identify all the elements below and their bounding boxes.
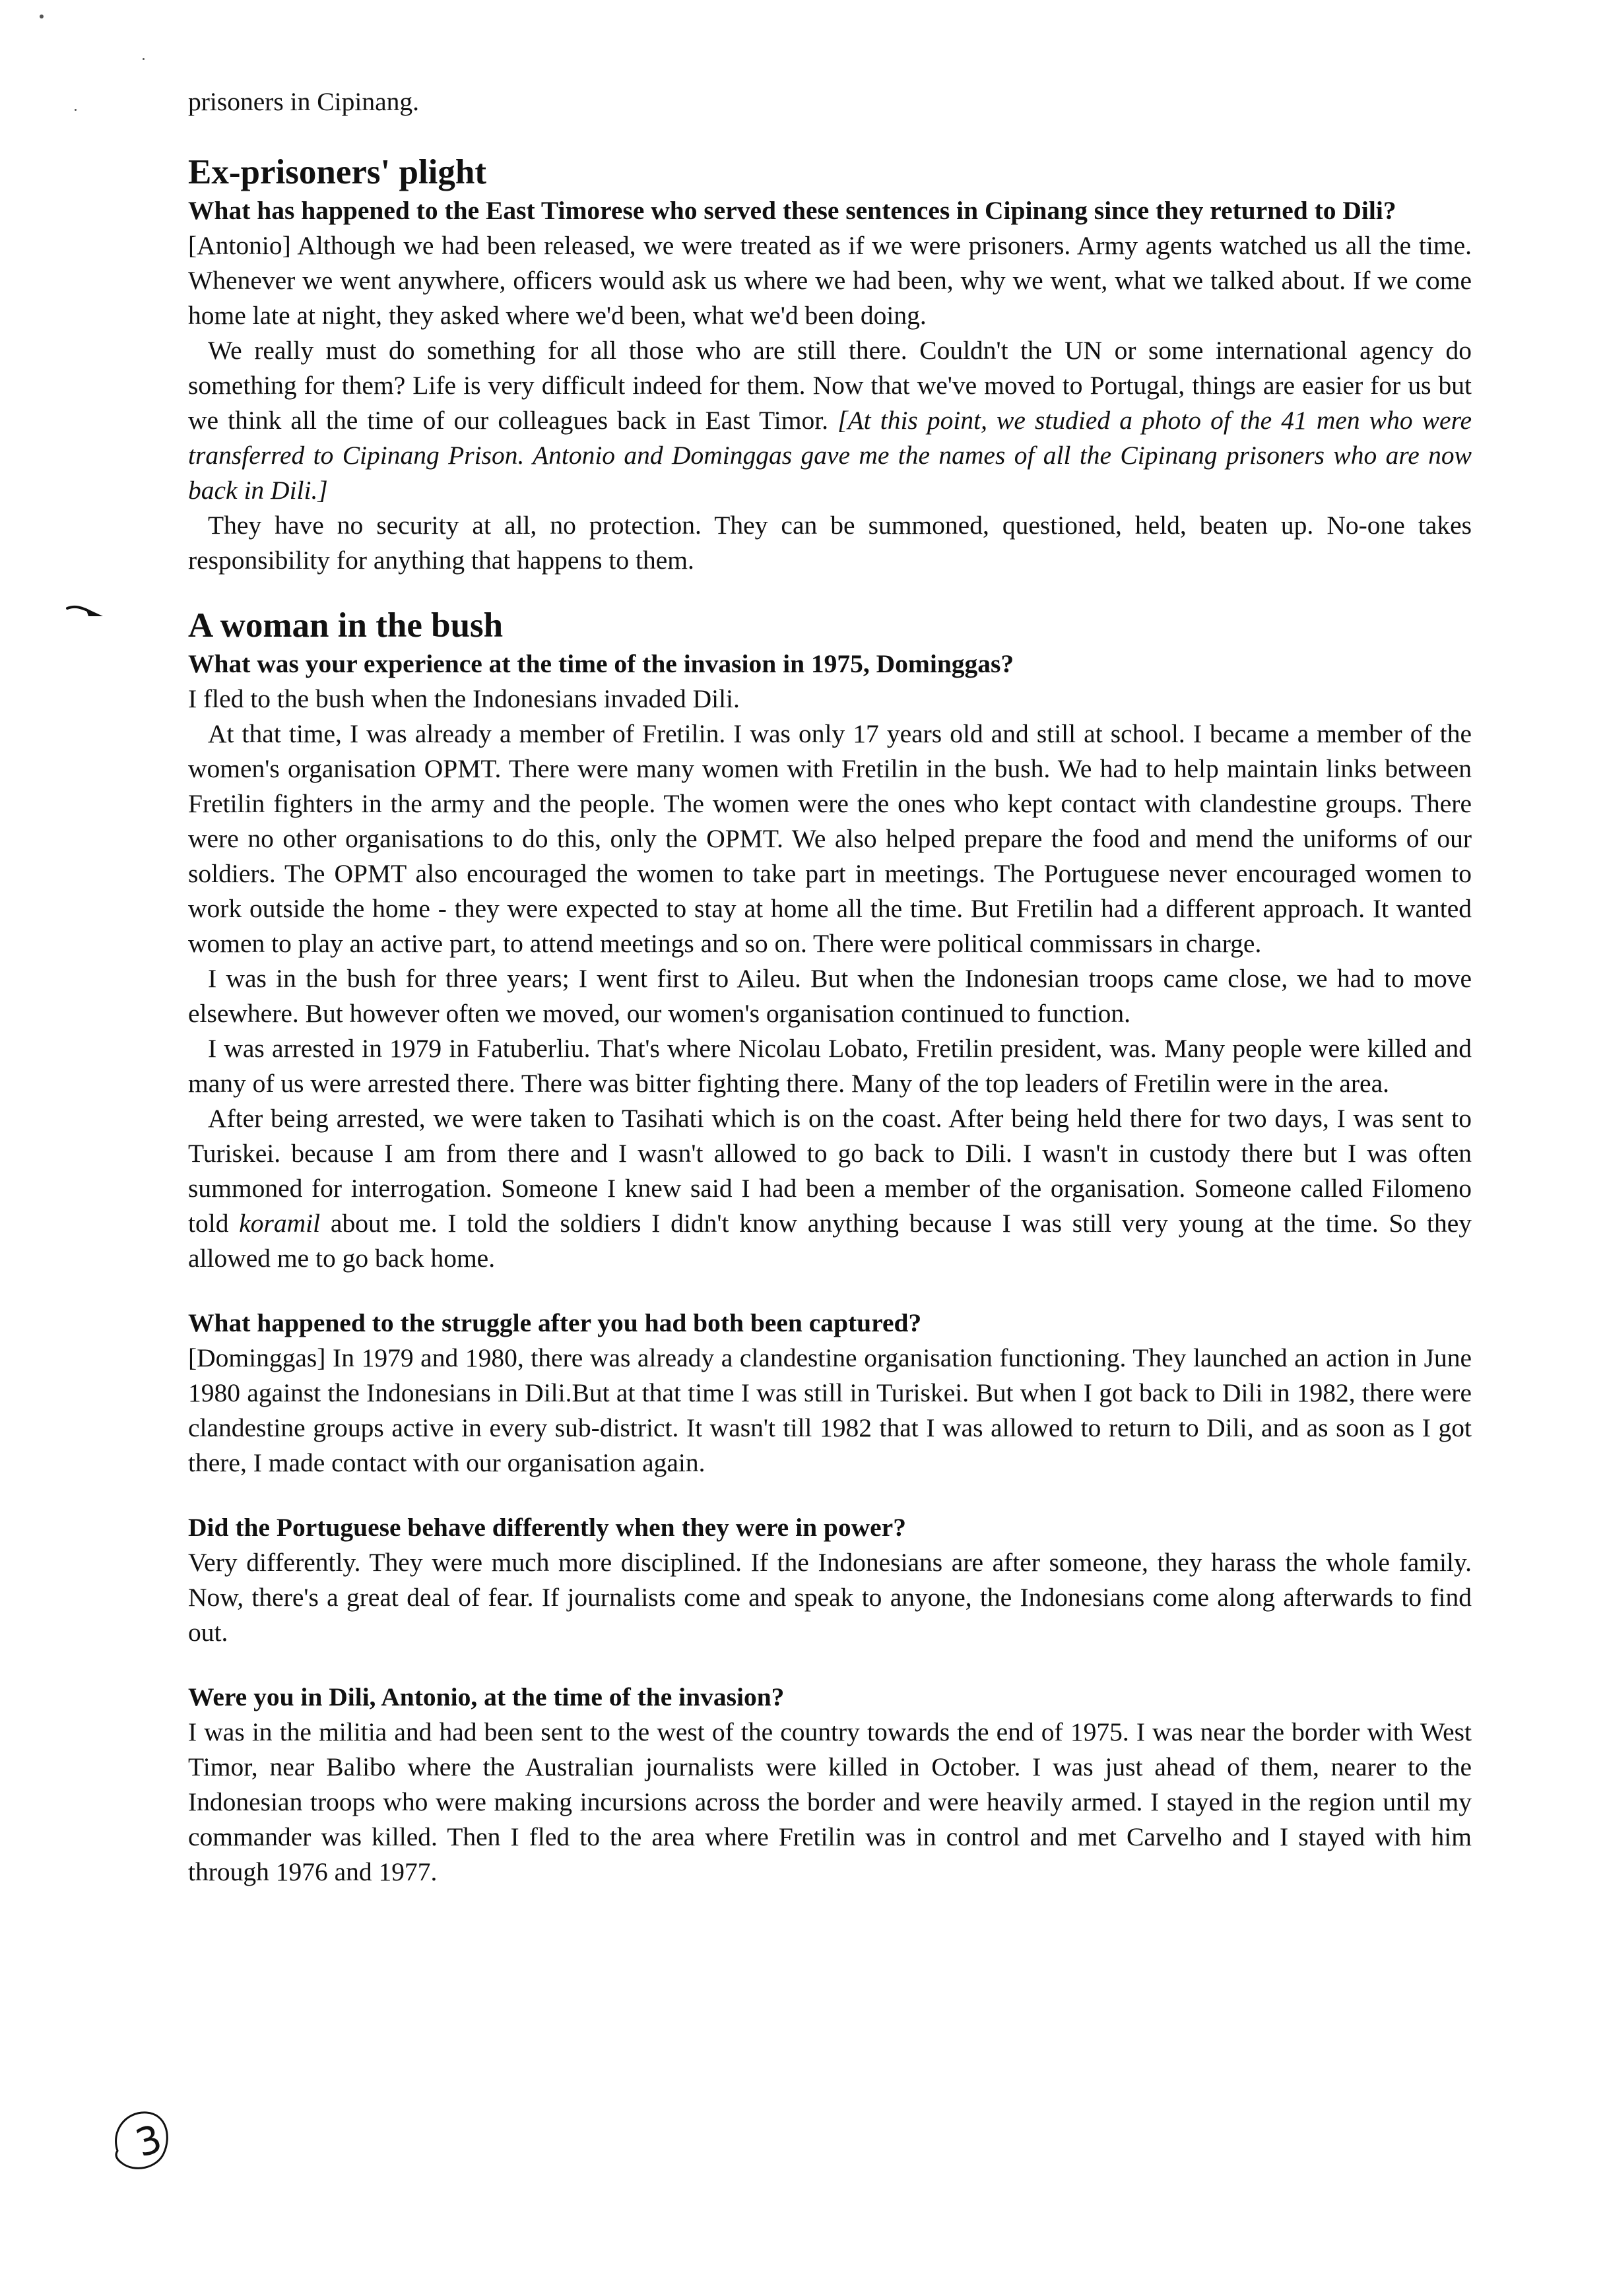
answer-text: about me. I told the soldiers I didn't know anything because I was still very young at the time. So they allowed me to go back home. (188, 1209, 1472, 1273)
answer-text: After being arrested, we were taken to Tasihati which is on the coast. After being held there for two days, I was sent to Turiskei. because I am from there and I wasn't allowed to go back to Dili. I wasn't in custody there but I was often summoned for interrogation. Someone I knew said I had been a member of the organisation. Someone called Filomeno told (188, 1104, 1472, 1238)
answer-paragraph: Very differently. They were much more disciplined. If the Indonesians are after someone, they harass the whole family. Now, there's a great deal of fear. If journalists come and speak to anyone, the Indonesians come along afterwards to find out. (188, 1548, 1472, 1647)
scan-speck (40, 15, 44, 18)
italic-term: koramil (239, 1209, 321, 1238)
answer-paragraph (188, 333, 1472, 508)
answer-paragraph: I fled to the bush when the Indonesians invaded Dili. (188, 684, 740, 713)
interview-question: What was your experience at the time of the invasion in 1975, Dominggas? (188, 649, 1014, 678)
answer-paragraph: I was arrested in 1979 in Fatuberliu. That's where Nicolau Lobato, Fretilin president, was. Many people were killed and many of us were arrested there. There was bitter fighting there. Many of the top leaders of Fretilin were in the area. (188, 1034, 1472, 1098)
answer-paragraph: [Dominggas] In 1979 and 1980, there was already a clandestine organisation functioning. They launched an action in June 1980 against the Indonesians in Dili.But at that time I was still in Turiskei. But when I got back to Dili in 1982, there were clandestine groups active in every sub-district. It wasn't till 1982 that I was allowed to return to Dili, and as soon as I got there, I made contact with our organisation again. (188, 1343, 1472, 1477)
editor-note: [At this point, we studied a photo of the 41 men who were transferred to Cipinang Prison. Antonio and Dominggas gave me the names of all the Cipinang prisoners who are now back in Dili.] (188, 406, 1472, 505)
page-number: 3 (130, 2115, 168, 2166)
answer-paragraph: At that time, I was already a member of Fretilin. I was only 17 years old and still at school. I became a member of the women's organisation OPMT. There were many women with Fretilin in the bush. We had to help maintain links between Fretilin fighters in the army and the people. The women were the ones who kept contact with clandestine groups. There were no other organisations to do this, only the OPMT. We also helped prepare the food and mend the uniforms of our soldiers. The OPMT also encouraged the women to take part in meetings. The Portuguese never encouraged women to work outside the home - they were expected to stay at home all the time. But Fretilin had a different approach. It wanted women to play an active part, to attend meetings and so on. There were political commissars in charge. (188, 719, 1472, 958)
section-heading-woman-in-bush: A woman in the bush (188, 606, 504, 645)
scan-speck (75, 109, 77, 111)
scan-speck (143, 58, 145, 60)
answer-paragraph: I was in the militia and had been sent to the west of the country towards the end of 1975. I was near the border with West Timor, near Balibo where the Australian journalists were killed in October. I was just ahead of them, nearer to the Indonesian troops who were making incursions across the border and were heavily armed. I stayed in the region until my commander was killed. Then I fled to the area where Fretilin was in control and met Carvelho and I stayed with him through 1976 and 1977. (188, 1717, 1472, 1886)
interview-question: Did the Portuguese behave differently when they were in power? (188, 1513, 906, 1542)
interview-question: What happened to the struggle after you had both been captured? (188, 1308, 922, 1337)
interview-question: Were you in Dili, Antonio, at the time of the invasion? (188, 1682, 785, 1711)
answer-text: We really must do something for all those who are still there. Couldn't the UN or some international agency do something for them? Life is very difficult indeed for them. Now that we've moved to Portugal, things are easier for us but we think all the time of our colleagues back in East Timor. (188, 336, 1472, 435)
page-number-mark (106, 2105, 178, 2181)
arrow-mark-icon (66, 602, 112, 625)
section-heading-ex-prisoners: Ex-prisoners' plight (188, 153, 487, 191)
opening-line: prisoners in Cipinang. (188, 87, 419, 116)
answer-paragraph: I was in the bush for three years; I went first to Aileu. But when the Indonesian troops came close, we had to move elsewhere. But however often we moved, our women's organisation continued to function. (188, 964, 1472, 1028)
document-page (188, 84, 1472, 1890)
answer-paragraph: They have no security at all, no protection. They can be summoned, questioned, held, beaten up. No-one takes responsibility for anything that happens to them. (188, 511, 1472, 575)
interview-question: What has happened to the East Timorese who served these sentences in Cipinang since they returned to Dili? (188, 196, 1396, 225)
answer-paragraph (188, 1101, 1472, 1276)
answer-paragraph: [Antonio] Although we had been released, we were treated as if we were prisoners. Army agents watched us all the time. Whenever we went anywhere, officers would ask us where we had been, why we went, what we talked about. If we come home late at night, they asked where we'd been, what we'd been doing. (188, 231, 1472, 330)
